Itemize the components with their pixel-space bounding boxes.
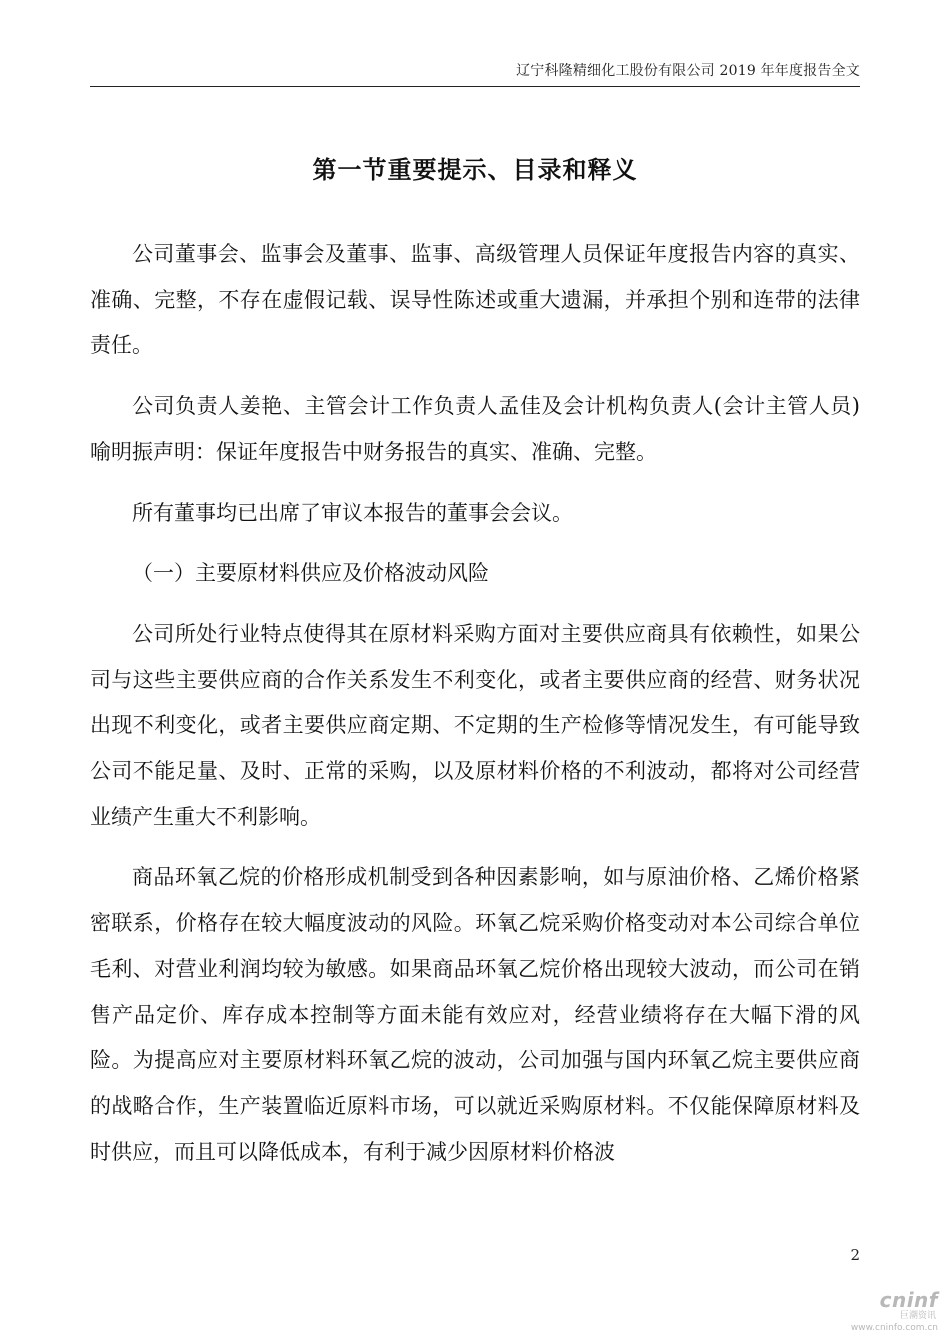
cninfo-chinese-name: 巨潮资讯 (899, 1311, 936, 1321)
paragraph-board-attendance: 所有董事均已出席了审议本报告的董事会会议。 (132, 500, 573, 525)
cninfo-logo-text: cninf (879, 1288, 938, 1312)
subsection-heading-raw-material-risk: （一）主要原材料供应及价格波动风险 (132, 561, 489, 586)
cninfo-watermark (838, 1290, 938, 1334)
paragraph-supplier-dependence: 公司所处行业特点使得其在原材料采购方面对主要供应商具有依赖性，如果公司与这些主要供应商的合作关系发生不利变化，或者主要供应商的经营、财务状况出现不利变化，或者主要供应商定期、不定期的生产检修等情况发生，有可能导致公司不能足量、及时、正常的采购，以及原材料价格的不利波动，都将对公司经营业绩产生重大不利影响。 (90, 621, 860, 829)
paragraph-responsibility-statement: 公司董事会、监事会及董事、监事、高级管理人员保证年度报告内容的真实、准确、完整，不存在虚假记载、误导性陈述或重大遗漏，并承担个别和连带的法律责任。 (90, 242, 860, 358)
cninfo-url: www.cninfo.com.cn (850, 1323, 938, 1333)
page-header: 辽宁科隆精细化工股份有限公司 2019 年年度报告全文 (516, 63, 860, 79)
header-divider (90, 86, 860, 87)
section-title: 第一节重要提示、目录和释义 (312, 156, 638, 184)
paragraph-ethylene-oxide-price: 商品环氧乙烷的价格形成机制受到各种因素影响，如与原油价格、乙烯价格紧密联系，价格存在较大幅度波动的风险。环氧乙烷采购价格变动对本公司综合单位毛利、对营业利润均较为敏感。如果商品环氧乙烷价格出现较大波动，而公司在销售产品定价、库存成本控制等方面未能有效应对，经营业绩将存在大幅下滑的风险。为提高应对主要原材料环氧乙烷的波动，公司加强与国内环氧乙烷主要供应商的战略合作，生产装置临近原料市场，可以就近采购原材料。不仅能保障原材料及时供应，而且可以降低成本，有利于减少因原材料价格波 (90, 865, 860, 1164)
paragraph-executives-declaration: 公司负责人姜艳、主管会计工作负责人孟佳及会计机构负责人(会计主管人员)喻明振声明：保证年度报告中财务报告的真实、准确、完整。 (90, 394, 860, 464)
document-body (90, 232, 860, 1175)
page-number: 2 (850, 1246, 860, 1264)
